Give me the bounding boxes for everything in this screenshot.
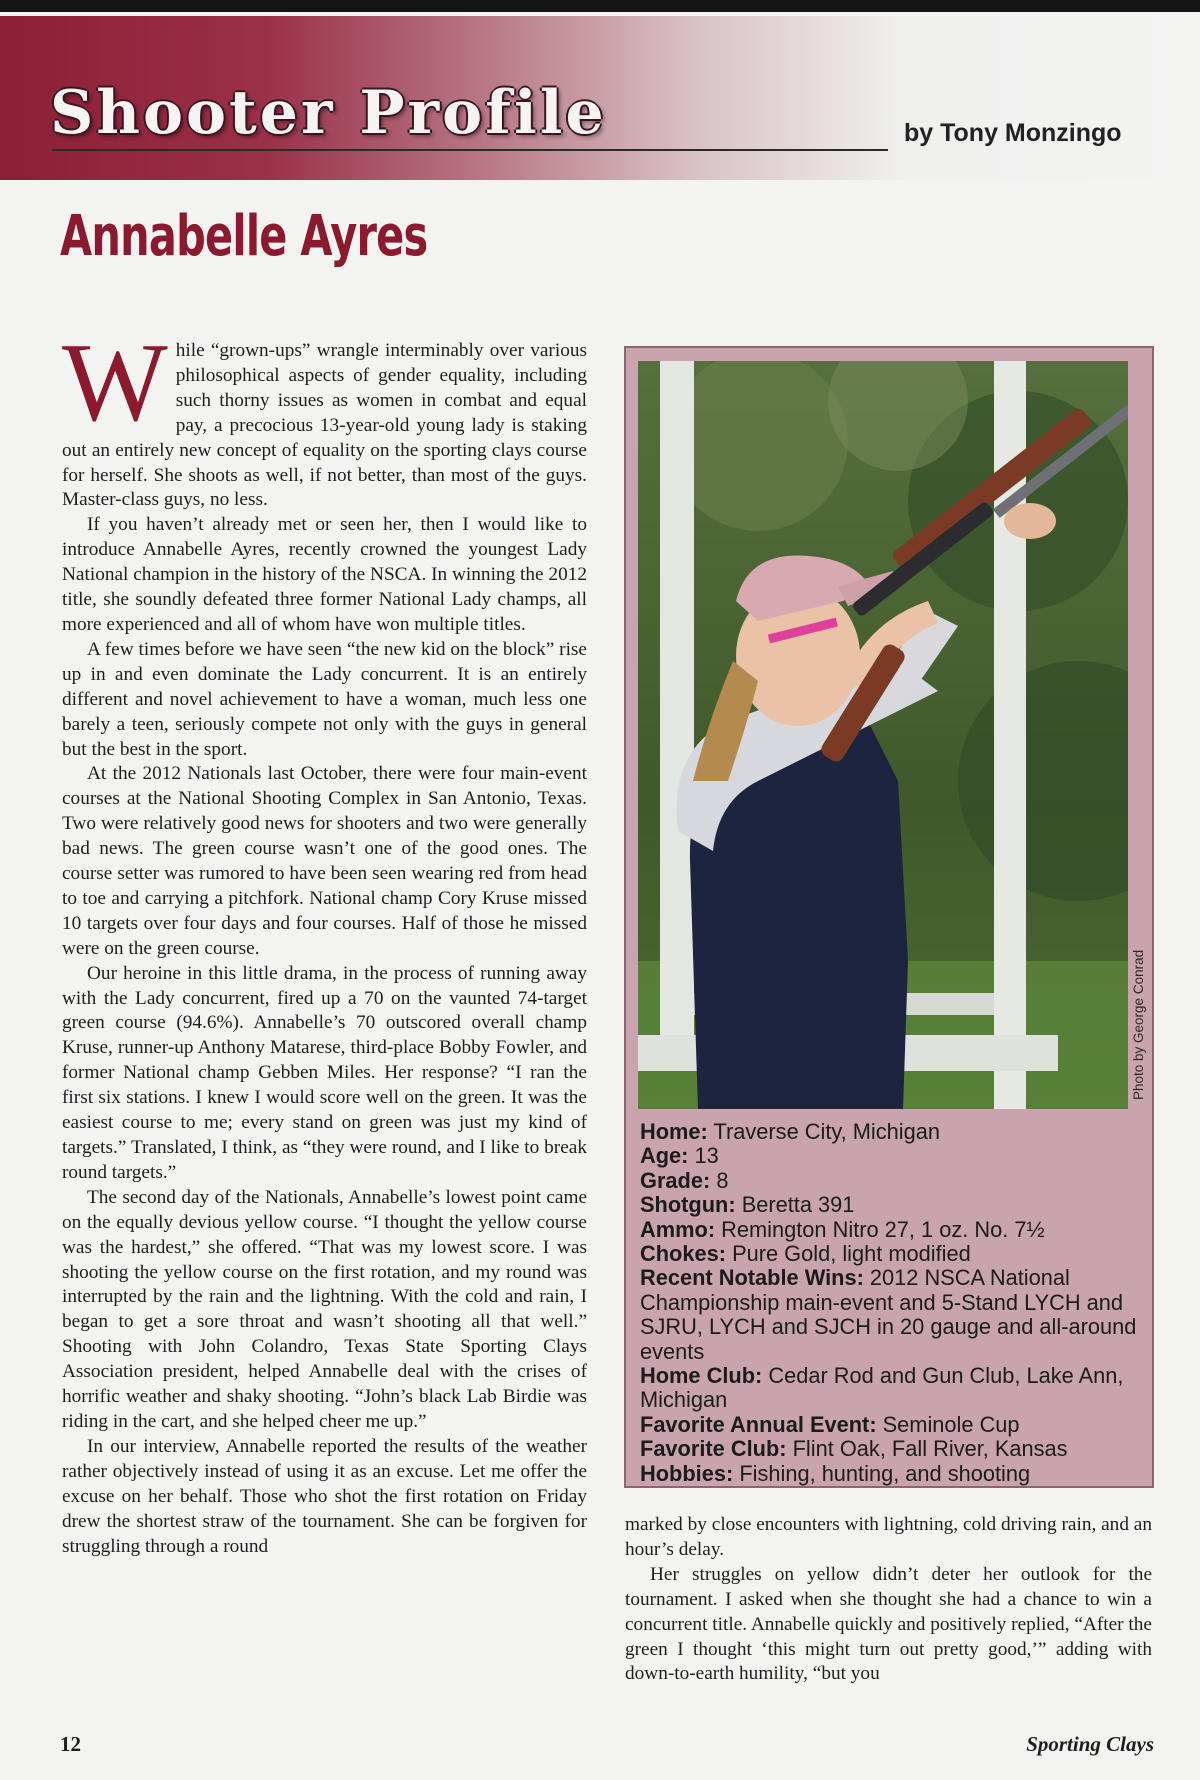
fact-hobbies: Hobbies: Fishing, hunting, and shooting xyxy=(640,1460,1031,1486)
byline: by Tony Monzingo xyxy=(904,119,1122,147)
top-edge-bar xyxy=(0,0,1200,12)
article-right-column xyxy=(625,1513,1152,1693)
profile-sidebar xyxy=(624,346,1154,1488)
magazine-name: Sporting Clays xyxy=(1026,1732,1154,1756)
drop-cap: W xyxy=(62,339,168,445)
article-paragraph: In our interview, Annabelle reported the results of the weather rather objectively instead of using it as an excuse. Let me offer the excuse on her behalf. Those who shot the first rotation on Friday drew the shortest straw of the tournament. She can be forgiven for struggling through a round xyxy=(62,1435,587,1557)
article-headline: Annabelle Ayres xyxy=(60,204,428,269)
article-paragraph: Our heroine in this little drama, in the process of running away with the Lady concurrent, fired up a 70 on the vaunted 74-target green course (94.6%). Annabelle’s 70 outscored overall champ Kruse, runner-up Anthony Matarese, third-place Bobby Fowler, and former National champ Gebben Miles. Her response? “I ran the first six stations. I knew I would score well on the green. It was the easiest course to me; every stand on green was just my kind of targets.” Translated, I think, as “they were round, and I like to break round targets.” xyxy=(62,962,587,1183)
article-left-column xyxy=(62,339,587,1701)
shooter-photo xyxy=(638,361,1128,1109)
fact-age: Age: 13 xyxy=(640,1143,719,1169)
article-paragraph: At the 2012 Nationals last October, there were four main-event courses at the National Shooting Complex in San Antonio, Texas. Two were relatively good news for shooters and two were generally bad news. The green course wasn’t one of the good ones. The course setter was rumored to have been seen wearing red from head to toe and carrying a pitchfork. National champ Cory Kruse missed 10 targets over four days and four courses. Half of those he missed were on the green course. xyxy=(62,763,587,959)
section-title: Shooter Profile xyxy=(50,78,607,148)
fact-recent-wins: Recent Notable Wins: 2012 NSCA National Championship main-event and 5-Stand LYCH and SJRU, LYCH and SJCH in 20 gauge and all-around events xyxy=(640,1265,1137,1364)
fact-home-club: Home Club: Cedar Rod and Gun Club, Lake Ann, Michigan xyxy=(640,1363,1124,1413)
page-number: 12 xyxy=(60,1732,81,1756)
article-paragraph: The second day of the Nationals, Annabelle’s lowest point came on the equally devious yellow course. “I thought the yellow course was the hardest,” she offered. “That was my lowest score. I was shooting the yellow course on the first rotation, and my round was interrupted by the rain and the lightning. With the cold and rain, I began to get a sore throat and wasn’t shooting all that well.” Shooting with John Colandro, Texas State Sporting Clays Association president, helped Annabelle deal with the crises of horrific weather and shaky shooting. “John’s black Lab Birdie was riding in the cart, and she helped cheer me up.” xyxy=(62,1186,587,1432)
article-paragraph: If you haven’t already met or seen her, then I would like to introduce Annabelle Ayres, recently crowned the youngest Lady National champion in the history of the NSCA. In winning the 2012 title, she soundly defeated three former National Lady champs, all more experienced and all of whom have won multiple titles. xyxy=(62,514,587,635)
profile-facts xyxy=(640,1120,1140,1486)
fact-home: Home: Traverse City, Michigan xyxy=(640,1119,941,1144)
fact-favorite-event: Favorite Annual Event: Seminole Cup xyxy=(640,1411,1020,1437)
article-paragraph: Her struggles on yellow didn’t deter her outlook for the tournament. I asked when she thought she had a chance to win a concurrent title. Annabelle quickly and positively replied, “After the green I thought ‘this might turn out pretty good,’” adding with down-to-earth humility, “but you xyxy=(625,1563,1152,1685)
photo-credit: Photo by George Conrad xyxy=(1131,949,1146,1100)
fact-ammo: Ammo: Remington Nitro 27, 1 oz. No. 7½ xyxy=(640,1216,1045,1242)
fact-shotgun: Shotgun: Beretta 391 xyxy=(640,1192,855,1218)
fact-chokes: Chokes: Pure Gold, light modified xyxy=(640,1241,971,1267)
section-banner xyxy=(0,16,1200,180)
article-paragraph: A few times before we have seen “the new kid on the block” rise up in and even dominate the Lady concurrent. It is an entirely different and novel achievement to have a woman, much less one barely a teen, seriously compete not only with the guys in general but the best in the sport. xyxy=(62,638,587,760)
article-paragraph: While “grown-ups” wrangle interminably over various philosophical aspects of gender equality, including such thorny issues as women in combat and equal pay, a precocious 13-year-old young lady is staking out an entirely new concept of equality on the sporting clays course for herself. She shoots as well, if not better, than most of the guys. Master-class guys, no less. xyxy=(62,339,587,511)
fact-grade: Grade: 8 xyxy=(640,1167,729,1193)
fact-favorite-club: Favorite Club: Flint Oak, Fall River, Kansas xyxy=(640,1436,1068,1462)
shooter-photo-illustration xyxy=(638,361,1128,1109)
article-paragraph: marked by close encounters with lightning, cold driving rain, and an hour’s delay. xyxy=(625,1514,1152,1560)
banner-rule xyxy=(52,149,888,151)
